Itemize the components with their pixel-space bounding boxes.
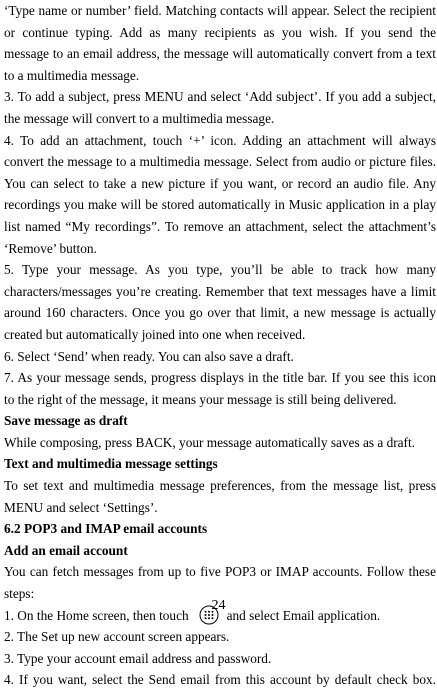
body-line: 2. The Set up new account screen appears. — [4, 629, 230, 645]
body-line: ‘Type name or number’ field. Matching contacts will appear. Select the recipient — [4, 3, 436, 18]
body-line: While composing, press BACK, your message automatically saves as a draft. — [4, 434, 415, 450]
page-body — [4, 0, 436, 691]
body-line: steps: — [4, 586, 35, 602]
body-line: To set text and multimedia message preferences, from the message list, press — [4, 478, 436, 494]
body-line: to a multimedia message. — [4, 67, 140, 83]
body-line: to the right of the message, it means your message is still being delivered. — [4, 391, 397, 407]
body-line: convert the message to a multimedia message. Select from audio or picture files. — [4, 154, 436, 170]
body-line: 5. Type your message. As you type, you’ll be able to track how many — [4, 262, 436, 278]
body-line: the message will convert to a multimedia message. — [4, 110, 275, 126]
section-heading: Add an email account — [4, 542, 128, 558]
body-line: 4. To add an attachment, touch ‘+’ icon. Adding an attachment will always — [4, 132, 436, 148]
section-heading: 6.2 POP3 and IMAP email accounts — [4, 521, 208, 537]
body-line: ‘Remove’ button. — [4, 240, 97, 256]
section-heading: Save message as draft — [4, 413, 128, 429]
body-line: list named “My recordings”. To remove an attachment, select the attachment’s — [4, 218, 436, 234]
body-line: 3. Type your account email address and password. — [4, 650, 272, 666]
body-line: created but automatically joined into one when received. — [4, 326, 306, 342]
body-line: or continue typing. Add as many recipients as you wish. If you send the — [4, 24, 436, 40]
body-line: recordings you make will be stored automatically in Music application in a play — [4, 197, 436, 213]
step-text: and select Email application. — [226, 607, 381, 623]
page-number: 24 — [211, 598, 226, 613]
body-line: MENU and select ‘Settings’. — [4, 499, 158, 515]
body-line: characters/messages you’re creating. Remember that text messages have a limit — [4, 283, 436, 299]
body-line: 7. As your message sends, progress displays in the title bar. If you see this icon — [4, 370, 436, 386]
step-text: 1. On the Home screen, then touch — [4, 607, 189, 623]
section-heading: Text and multimedia message settings — [4, 456, 218, 472]
body-line: You can select to take a new picture if you want, or record an audio file. Any — [4, 175, 436, 191]
body-line: You can fetch messages from up to five POP3 or IMAP accounts. Follow these — [4, 564, 436, 580]
body-line: around 160 characters. Once you go over that limit, a new message is actually — [4, 305, 436, 321]
body-line: message to an email address, the message will automatically convert from a text — [4, 46, 436, 62]
body-line: 4. If you want, select the Send email from this account by default check box. — [4, 672, 436, 688]
body-line: 3. To add a subject, press MENU and select ‘Add subject’. If you add a subject, — [4, 89, 436, 105]
body-line: 6. Select ‘Send’ when ready. You can also save a draft. — [4, 348, 294, 364]
